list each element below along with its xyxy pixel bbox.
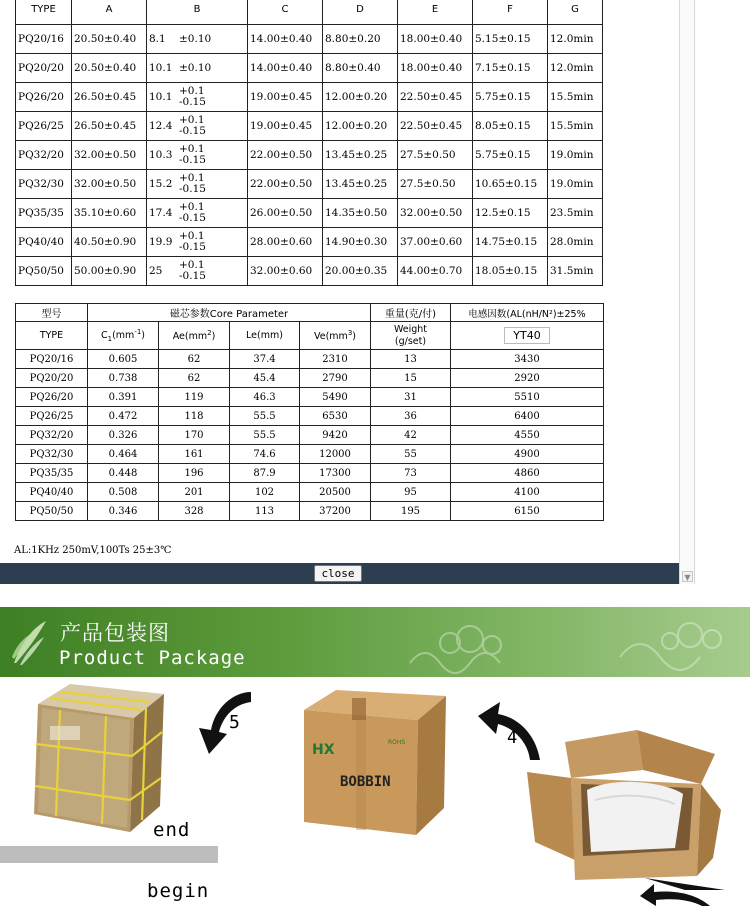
cell-d: 14.90±0.30 (323, 228, 398, 257)
cloud-pattern-icon (390, 613, 750, 677)
table-row (16, 407, 604, 426)
cell-type: PQ35/35 (16, 199, 72, 228)
c1-label: C (100, 330, 108, 342)
cell-le: 45.4 (230, 369, 300, 388)
cell-c1: 0.391 (88, 388, 159, 407)
table-row (16, 54, 603, 83)
c1-sub: 1 (107, 335, 113, 344)
cell-e: 32.00±0.50 (398, 199, 473, 228)
table-row (16, 257, 603, 286)
core-parameter-table (15, 303, 604, 521)
cell-g: 12.0min (548, 25, 603, 54)
header-le: Le(mm) (230, 322, 300, 350)
cell-type: PQ50/50 (16, 257, 72, 286)
b-value: 10.1 (149, 91, 173, 103)
tolerance-line: -0.15 (179, 212, 206, 224)
curved-arrow-icon (193, 688, 258, 756)
bamboo-leaf-icon (10, 617, 50, 667)
dimension-header-b: B (147, 0, 248, 25)
label-end: end (153, 819, 191, 841)
cell-c: 32.00±0.60 (248, 257, 323, 286)
cell-d: 12.00±0.20 (323, 83, 398, 112)
cell-w: 36 (371, 407, 451, 426)
cell-f: 12.5±0.15 (473, 199, 548, 228)
cell-b (147, 199, 248, 228)
cell-ae: 196 (159, 464, 230, 483)
cell-le: 74.6 (230, 445, 300, 464)
cell-e: 18.00±0.40 (398, 54, 473, 83)
header-type: TYPE (16, 322, 88, 350)
cell-type: PQ20/20 (16, 369, 88, 388)
cell-al: 6150 (451, 502, 604, 521)
cell-type: PQ32/20 (16, 141, 72, 170)
cell-c1: 0.326 (88, 426, 159, 445)
cell-w: 42 (371, 426, 451, 445)
b-tolerance (179, 231, 206, 253)
cell-type: PQ40/40 (16, 483, 88, 502)
cell-type: PQ20/20 (16, 54, 72, 83)
table-row (16, 83, 603, 112)
c1-unit: (mm (112, 330, 135, 342)
cell-ae: 170 (159, 426, 230, 445)
cell-a: 26.50±0.45 (72, 112, 147, 141)
tolerance-line: +0.1 (179, 143, 205, 155)
cell-e: 18.00±0.40 (398, 25, 473, 54)
header-yt40 (451, 322, 604, 350)
b-value: 10.1 (149, 62, 173, 74)
cell-ve: 20500 (300, 483, 371, 502)
cell-f: 5.75±0.15 (473, 83, 548, 112)
cell-al: 5510 (451, 388, 604, 407)
b-value: 12.4 (149, 120, 173, 132)
cell-d: 12.00±0.20 (323, 112, 398, 141)
cell-type: PQ26/25 (16, 407, 88, 426)
cell-f: 5.15±0.15 (473, 25, 548, 54)
cell-d: 8.80±0.20 (323, 25, 398, 54)
cell-type: PQ26/20 (16, 388, 88, 407)
tolerance-line: +0.1 (179, 259, 205, 271)
cell-b (147, 170, 248, 199)
cell-w: 15 (371, 369, 451, 388)
param-header-row-2 (16, 322, 604, 350)
tolerance-line: +0.1 (179, 201, 205, 213)
cell-c1: 0.448 (88, 464, 159, 483)
cell-le: 37.4 (230, 350, 300, 369)
cell-c1: 0.605 (88, 350, 159, 369)
cell-ve: 6530 (300, 407, 371, 426)
cell-ve: 2310 (300, 350, 371, 369)
cell-w: 195 (371, 502, 451, 521)
cell-e: 44.00±0.70 (398, 257, 473, 286)
dialog-footer (0, 563, 679, 584)
table-row (16, 170, 603, 199)
header-weight (371, 322, 451, 350)
table-row (16, 350, 604, 369)
cell-w: 13 (371, 350, 451, 369)
b-tolerance (179, 260, 206, 282)
cell-f: 10.65±0.15 (473, 170, 548, 199)
cell-type: PQ26/20 (16, 83, 72, 112)
cell-al: 4550 (451, 426, 604, 445)
header-ae: $Ae(mm^2)$ (159, 322, 230, 350)
bobbin-carton-image (300, 690, 448, 835)
tolerance-line: +0.1 (179, 172, 205, 184)
cell-f: 5.75±0.15 (473, 141, 548, 170)
cell-w: 55 (371, 445, 451, 464)
cell-b (147, 54, 248, 83)
cell-le: 46.3 (230, 388, 300, 407)
cell-d: 14.35±0.50 (323, 199, 398, 228)
header-core-param: 磁芯参数Core Parameter (88, 304, 371, 322)
cell-a: 20.50±0.40 (72, 54, 147, 83)
header-model-cn: 型号 (16, 304, 88, 322)
cell-le: 87.9 (230, 464, 300, 483)
cell-ae: 62 (159, 369, 230, 388)
cell-le: 113 (230, 502, 300, 521)
dimension-table (15, 0, 603, 286)
table-row (16, 464, 604, 483)
cell-b (147, 25, 248, 54)
cell-ae: 118 (159, 407, 230, 426)
cell-c1: 0.508 (88, 483, 159, 502)
scroll-down-icon[interactable]: ▼ (682, 571, 693, 582)
cell-ve: 17300 (300, 464, 371, 483)
cell-g: 15.5min (548, 83, 603, 112)
b-value: 19.9 (149, 236, 173, 248)
cell-g: 15.5min (548, 112, 603, 141)
vertical-scrollbar[interactable] (679, 0, 695, 584)
cell-al: 2920 (451, 369, 604, 388)
table-row (16, 369, 604, 388)
dimension-header-f: F (473, 0, 548, 25)
table-row (16, 426, 604, 445)
product-package-banner (0, 607, 750, 677)
cell-d: 20.00±0.35 (323, 257, 398, 286)
cell-w: 73 (371, 464, 451, 483)
cell-ae: 119 (159, 388, 230, 407)
cell-f: 14.75±0.15 (473, 228, 548, 257)
cell-g: 12.0min (548, 54, 603, 83)
cell-d: 13.45±0.25 (323, 170, 398, 199)
header-weight-cn: 重量(克/付) (371, 304, 451, 322)
cell-ve: 5490 (300, 388, 371, 407)
tolerance-line: ±0.10 (179, 32, 212, 45)
b-tolerance (179, 63, 211, 74)
tolerance-line: -0.15 (179, 183, 206, 195)
cell-a: 50.00±0.90 (72, 257, 147, 286)
b-tolerance (179, 173, 206, 195)
cell-e: 37.00±0.60 (398, 228, 473, 257)
table-row (16, 112, 603, 141)
cell-ve: 37200 (300, 502, 371, 521)
dimension-header-row (16, 0, 603, 25)
header-c1: $C_1(mm^{-1})$ (88, 322, 159, 350)
cell-type: PQ32/20 (16, 426, 88, 445)
weight-line-1: Weight (393, 323, 428, 335)
tolerance-line: -0.15 (179, 154, 206, 166)
cell-a: 26.50±0.45 (72, 83, 147, 112)
tolerance-line: -0.15 (179, 125, 206, 137)
box-badge: ROHS (388, 739, 406, 746)
cell-g: 23.5min (548, 199, 603, 228)
cell-c1: 0.472 (88, 407, 159, 426)
cell-c: 19.00±0.45 (248, 112, 323, 141)
tolerance-line: -0.15 (179, 241, 206, 253)
cell-b (147, 141, 248, 170)
open-carton-image (525, 730, 725, 890)
header-al: 电感因数(AL(nH/N²)±25% (451, 304, 604, 322)
b-value: 17.4 (149, 207, 173, 219)
table-row (16, 199, 603, 228)
cell-e: 22.50±0.45 (398, 83, 473, 112)
b-tolerance (179, 86, 206, 108)
dimension-header-e: E (398, 0, 473, 25)
cell-e: 27.5±0.50 (398, 141, 473, 170)
dimension-header-a: A (72, 0, 147, 25)
dimension-header-c: C (248, 0, 323, 25)
cell-ae: 161 (159, 445, 230, 464)
table-row (16, 228, 603, 257)
b-value: 15.2 (149, 178, 173, 190)
table-row (16, 388, 604, 407)
cell-c: 22.00±0.50 (248, 141, 323, 170)
cell-g: 19.0min (548, 170, 603, 199)
b-tolerance (179, 115, 206, 137)
cell-c1: 0.738 (88, 369, 159, 388)
dimension-header-d: D (323, 0, 398, 25)
cell-b (147, 257, 248, 286)
cell-type: PQ32/30 (16, 445, 88, 464)
cell-type: PQ20/16 (16, 350, 88, 369)
c1-sup: -1 (134, 327, 142, 336)
cell-le: 102 (230, 483, 300, 502)
grey-divider (0, 846, 218, 863)
cell-type: PQ20/16 (16, 25, 72, 54)
table-row (16, 141, 603, 170)
cell-g: 19.0min (548, 141, 603, 170)
table-row (16, 502, 604, 521)
banner-title-en: Product Package (59, 647, 246, 669)
tolerance-line: +0.1 (179, 85, 205, 97)
cell-f: 18.05±0.15 (473, 257, 548, 286)
cell-a: 40.50±0.90 (72, 228, 147, 257)
cell-al: 4860 (451, 464, 604, 483)
cell-c1: 0.346 (88, 502, 159, 521)
ae-label: Ae(mm (172, 331, 208, 343)
cell-g: 28.0min (548, 228, 603, 257)
cell-type: PQ26/25 (16, 112, 72, 141)
cell-a: 32.00±0.50 (72, 141, 147, 170)
cell-c: 14.00±0.40 (248, 54, 323, 83)
cell-a: 32.00±0.50 (72, 170, 147, 199)
dimension-header-g: G (548, 0, 603, 25)
cell-f: 8.05±0.15 (473, 112, 548, 141)
cell-g: 31.5min (548, 257, 603, 286)
cell-e: 27.5±0.50 (398, 170, 473, 199)
cell-d: 8.80±0.40 (323, 54, 398, 83)
measurement-note: AL:1KHz 250mV,100Ts 25±3℃ (14, 545, 172, 556)
param-header-row-1 (16, 304, 604, 322)
cell-ae: 328 (159, 502, 230, 521)
tolerance-line: +0.1 (179, 114, 205, 126)
b-value: 25 (149, 265, 163, 277)
cell-ve: 2790 (300, 369, 371, 388)
cell-w: 31 (371, 388, 451, 407)
table-row (16, 25, 603, 54)
cell-e: 22.50±0.45 (398, 112, 473, 141)
cell-c: 22.00±0.50 (248, 170, 323, 199)
b-tolerance (179, 202, 206, 224)
cell-al: 6400 (451, 407, 604, 426)
cell-c1: 0.464 (88, 445, 159, 464)
cell-type: PQ32/30 (16, 170, 72, 199)
cell-type: PQ50/50 (16, 502, 88, 521)
cell-al: 3430 (451, 350, 604, 369)
cell-d: 13.45±0.25 (323, 141, 398, 170)
cell-le: 55.5 (230, 407, 300, 426)
cell-a: 20.50±0.40 (72, 25, 147, 54)
ve-sup: 3 (347, 328, 353, 337)
cell-ae: 62 (159, 350, 230, 369)
tolerance-line: ±0.10 (179, 61, 212, 74)
dimension-header-type: TYPE (16, 0, 72, 25)
cell-a: 35.10±0.60 (72, 199, 147, 228)
cell-ve: 9420 (300, 426, 371, 445)
cell-b (147, 83, 248, 112)
ae-sup: 2 (207, 328, 212, 337)
box-logo: HX (312, 742, 335, 758)
cell-type: PQ35/35 (16, 464, 88, 483)
cell-w: 95 (371, 483, 451, 502)
yt40-label: YT40 (504, 327, 549, 344)
tolerance-line: -0.15 (179, 270, 206, 282)
b-value: 10.3 (149, 149, 173, 161)
tolerance-line: -0.15 (179, 96, 206, 108)
cell-al: 4100 (451, 483, 604, 502)
close-button[interactable]: close (314, 565, 362, 582)
cell-le: 55.5 (230, 426, 300, 445)
curved-arrow-icon-3 (640, 884, 710, 906)
cell-type: PQ40/40 (16, 228, 72, 257)
label-begin: begin (147, 880, 210, 902)
table-row (16, 483, 604, 502)
tolerance-line: +0.1 (179, 230, 205, 242)
step-4-number: 4 (507, 728, 519, 748)
b-tolerance (179, 34, 211, 45)
cell-c: 26.00±0.50 (248, 199, 323, 228)
cell-c: 28.00±0.60 (248, 228, 323, 257)
ve-label: Ve(mm (313, 331, 348, 343)
cell-f: 7.15±0.15 (473, 54, 548, 83)
step-5-number: 5 (229, 712, 241, 733)
wrapped-carton-image (30, 682, 165, 832)
b-tolerance (179, 144, 206, 166)
cell-b (147, 112, 248, 141)
header-ve: $Ve(mm^3)$ (300, 322, 371, 350)
b-value: 8.1 (149, 33, 166, 45)
cell-c: 14.00±0.40 (248, 25, 323, 54)
box-text: BOBBIN (340, 774, 391, 790)
cell-b (147, 228, 248, 257)
banner-title-cn: 产品包装图 (60, 621, 170, 645)
cell-ae: 201 (159, 483, 230, 502)
cell-ve: 12000 (300, 445, 371, 464)
weight-line-2: (g/set) (394, 335, 427, 347)
cell-c: 19.00±0.45 (248, 83, 323, 112)
cell-al: 4900 (451, 445, 604, 464)
table-row (16, 445, 604, 464)
